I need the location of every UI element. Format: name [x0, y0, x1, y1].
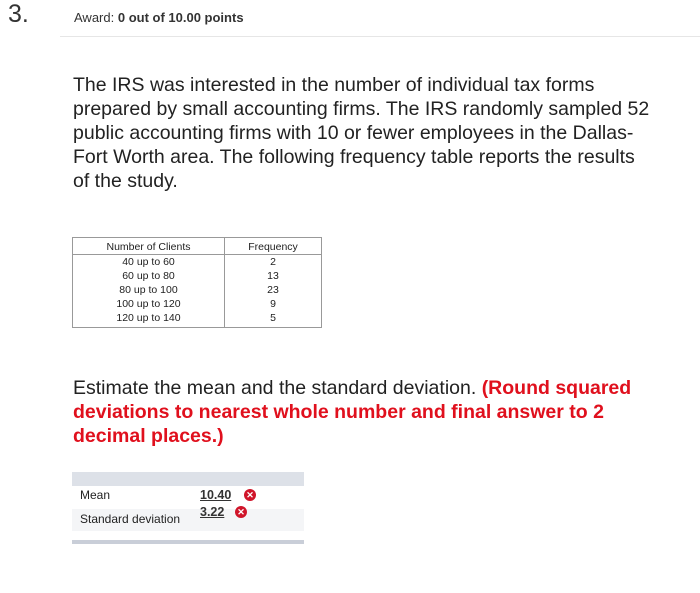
table-row: [73, 297, 322, 311]
table-cell: 13: [225, 269, 322, 283]
sd-label: Standard deviation: [80, 512, 181, 526]
table-cell: 9: [225, 297, 322, 311]
frequency-table: [72, 237, 322, 328]
award-prefix: Award:: [74, 10, 115, 25]
mean-answer-field[interactable]: 10.40: [200, 488, 232, 502]
table-cell: 120 up to 140: [73, 311, 225, 328]
question-prompt: The IRS was interested in the number of individual tax forms prepared by small accounting firms. The IRS randomly sampled 52 public accounting firms with 10 or fewer employees in the Dallas-Fort Worth area. The following frequency table reports the results of the study.: [73, 74, 650, 192]
table-header-row: [73, 238, 322, 255]
table-row: [73, 311, 322, 328]
column-header-frequency: Frequency: [225, 238, 322, 255]
award-line: [74, 10, 244, 25]
column-header-clients: Number of Clients: [73, 238, 225, 255]
table-row: [73, 269, 322, 283]
instruction-rounding: (Round squared deviations to nearest whole number and final answer to 2 decimal places.): [73, 377, 632, 447]
table-cell: 5: [225, 311, 322, 328]
header-divider: [60, 36, 700, 37]
answer-header-bar: [72, 472, 304, 486]
instruction-text: [73, 376, 633, 448]
instruction-normal: Estimate the mean and the standard deviation.: [73, 377, 477, 399]
incorrect-icon: ✕: [244, 489, 256, 501]
table-row: [73, 255, 322, 270]
table-cell: 2: [225, 255, 322, 270]
award-value: 0 out of 10.00 points: [117, 10, 244, 25]
sd-answer-field[interactable]: 3.22: [200, 505, 225, 519]
table-cell: 100 up to 120: [73, 297, 225, 311]
table-cell: 80 up to 100: [73, 283, 225, 297]
table-cell: 23: [225, 283, 322, 297]
table-row: [73, 283, 322, 297]
incorrect-icon: ✕: [235, 506, 247, 518]
table-cell: 40 up to 60: [73, 255, 225, 270]
question-number: 3.: [8, 0, 29, 28]
answer-footer-bar: [72, 540, 304, 544]
table-cell: 60 up to 80: [73, 269, 225, 283]
mean-label: Mean: [80, 488, 111, 502]
